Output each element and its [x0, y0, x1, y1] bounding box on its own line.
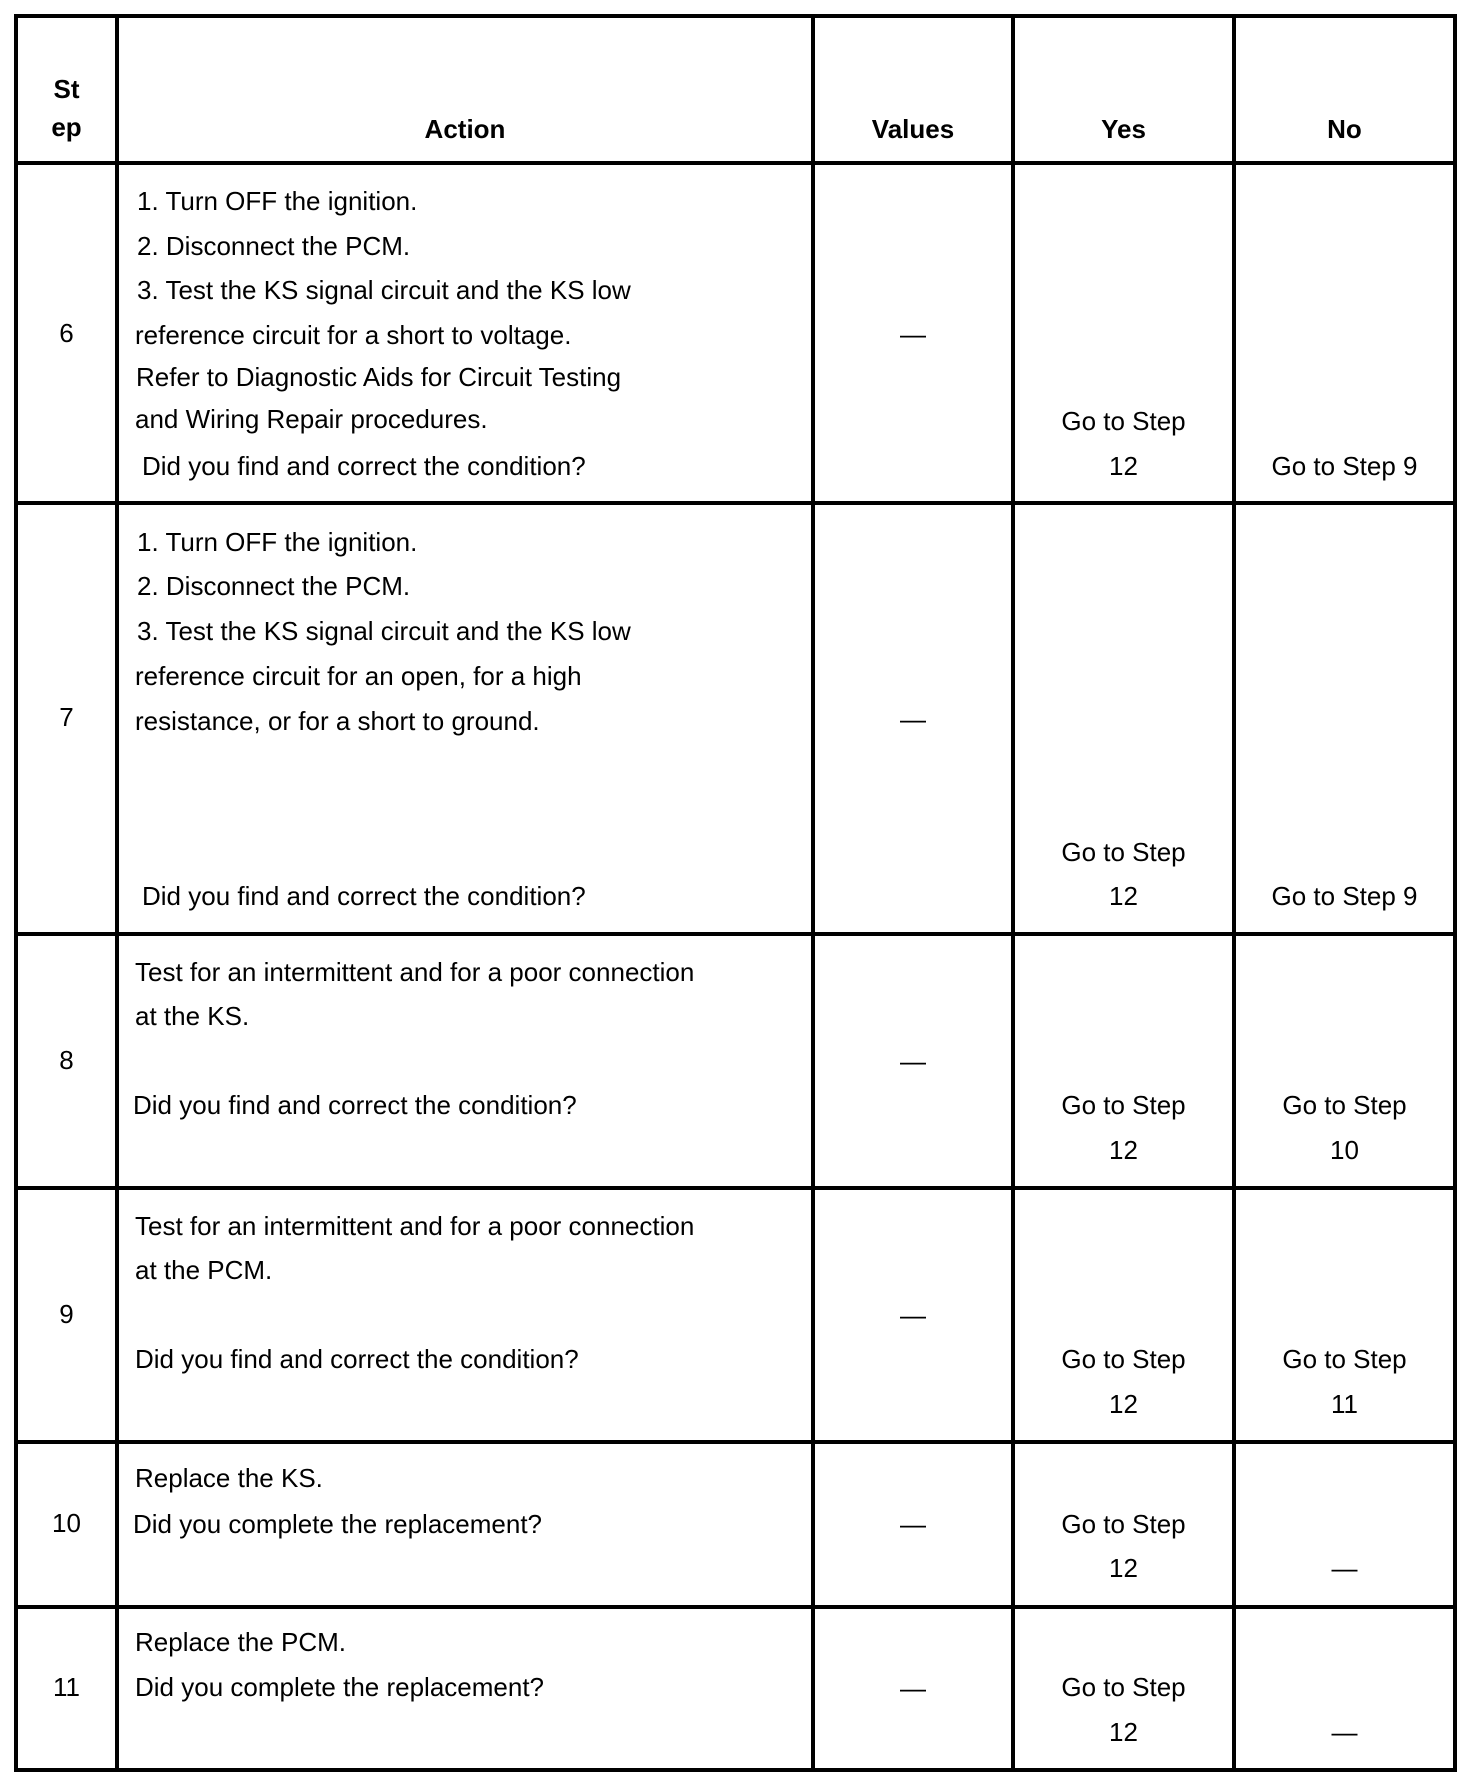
table-border-bottom	[14, 1768, 1457, 1772]
yes-line2: 12	[1109, 451, 1138, 481]
header-step	[18, 70, 115, 146]
action-line: reference circuit for an open, for a high	[135, 661, 582, 691]
header-step-line1: St	[53, 74, 80, 104]
values-cell: —	[900, 1046, 926, 1076]
header-action: Action	[424, 114, 506, 144]
action-line: 1. Turn OFF the ignition.	[137, 186, 418, 216]
yes-line1: Go to Step	[1061, 1672, 1186, 1702]
row-divider	[14, 1186, 1457, 1190]
step-number: 10	[52, 1508, 81, 1538]
yes-line2: 12	[1109, 1553, 1138, 1583]
values-cell: —	[900, 1300, 926, 1330]
table-border-right	[1453, 14, 1457, 1772]
action-question: Did you find and correct the condition?	[142, 881, 586, 911]
step-number: 7	[59, 702, 74, 732]
action-line: and Wiring Repair procedures.	[135, 404, 488, 434]
no-line2: 11	[1331, 1389, 1358, 1419]
header-yes: Yes	[1101, 114, 1146, 144]
row-divider	[14, 1440, 1457, 1444]
action-line: 2. Disconnect the PCM.	[137, 231, 411, 261]
no-line2: —	[1331, 1553, 1358, 1583]
row-divider	[14, 1605, 1457, 1609]
action-line: 3. Test the KS signal circuit and the KS low	[137, 275, 631, 305]
header-values: Values	[871, 114, 955, 144]
table-border-top	[14, 14, 1457, 18]
step-number: 11	[53, 1672, 80, 1702]
action-line: 2. Disconnect the PCM.	[137, 571, 411, 601]
header-divider	[14, 161, 1457, 165]
action-line: Test for an intermittent and for a poor connection	[135, 1211, 695, 1241]
yes-line2: 12	[1109, 1389, 1138, 1419]
action-question: Did you complete the replacement?	[135, 1672, 545, 1702]
yes-line1: Go to Step	[1061, 1509, 1186, 1539]
values-cell: —	[900, 1509, 926, 1539]
row-divider	[14, 932, 1457, 936]
action-question: Did you find and correct the condition?	[133, 1090, 577, 1120]
action-line: Replace the PCM.	[135, 1627, 346, 1657]
no-line2: —	[1331, 1717, 1358, 1747]
yes-line1: Go to Step	[1061, 837, 1186, 867]
action-question: Did you find and correct the condition?	[135, 1344, 579, 1374]
action-question: Did you complete the replacement?	[133, 1509, 543, 1539]
action-line: at the KS.	[135, 1001, 250, 1031]
action-line: Test for an intermittent and for a poor connection	[135, 957, 695, 987]
yes-line2: 12	[1109, 1717, 1138, 1747]
values-cell: —	[900, 319, 926, 349]
no-line1: Go to Step	[1282, 1090, 1407, 1120]
action-line: at the PCM.	[135, 1255, 273, 1285]
yes-line1: Go to Step	[1061, 406, 1186, 436]
values-cell: —	[900, 704, 926, 734]
no-line1: Go to Step	[1282, 1344, 1407, 1374]
action-line: 3. Test the KS signal circuit and the KS low	[137, 616, 631, 646]
step-number: 9	[59, 1299, 74, 1329]
step-number: 8	[59, 1045, 74, 1075]
header-no: No	[1327, 114, 1362, 144]
values-cell: —	[900, 1673, 926, 1703]
yes-line1: Go to Step	[1061, 1344, 1186, 1374]
yes-line2: 12	[1109, 1135, 1138, 1165]
header-step-line2: ep	[51, 112, 82, 142]
action-line: Refer to Diagnostic Aids for Circuit Testing	[136, 362, 622, 392]
column-divider	[115, 14, 119, 1772]
action-line: Replace the KS.	[135, 1463, 323, 1493]
no-line2: 10	[1330, 1135, 1359, 1165]
no-line2: Go to Step 9	[1271, 881, 1418, 911]
yes-line2: 12	[1109, 881, 1138, 911]
no-line2: Go to Step 9	[1271, 451, 1418, 481]
step-number: 6	[59, 318, 74, 348]
action-line: reference circuit for a short to voltage.	[135, 320, 572, 350]
yes-line1: Go to Step	[1061, 1090, 1186, 1120]
row-divider	[14, 501, 1457, 505]
action-question: Did you find and correct the condition?	[142, 451, 586, 481]
action-line: resistance, or for a short to ground.	[135, 706, 540, 736]
action-line: 1. Turn OFF the ignition.	[137, 527, 418, 557]
